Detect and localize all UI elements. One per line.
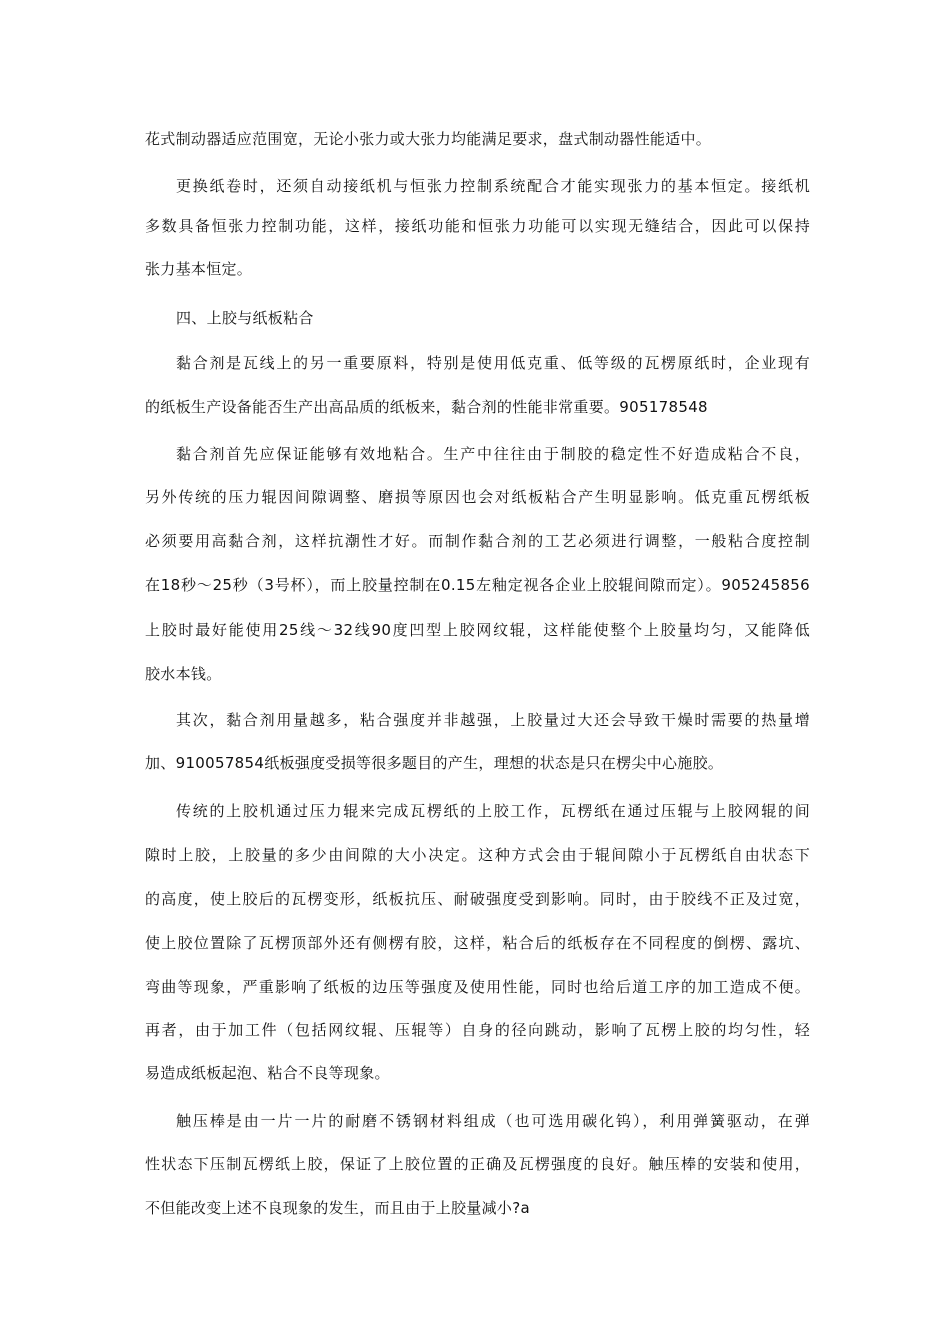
text-line: 张力基本恒定。 bbox=[145, 260, 253, 278]
section-heading: 四、上胶与纸板粘合 bbox=[176, 309, 314, 327]
text-line: 触压棒是由一片一片的耐磨不锈钢材料组成（也可选用碳化钨），利用弹簧驱动，在弹 bbox=[176, 1112, 810, 1130]
text-line: 胶水本钱。 bbox=[145, 665, 222, 683]
text-line: 必须要用高黏合剂，这样抗潮性才好。而制作黏合剂的工艺必须进行调整，一般粘合度控制 bbox=[145, 532, 810, 550]
text-line: 黏合剂首先应保证能够有效地粘合。生产中往往由于制胶的稳定性不好造成粘合不良， bbox=[176, 445, 810, 463]
text-line: 再者，由于加工件（包括网纹辊、压辊等）自身的径向跳动，影响了瓦楞上胶的均匀性，轻 bbox=[145, 1021, 810, 1039]
text-line: 加、910057854纸板强度受损等很多题目的产生，理想的状态是只在楞尖中心施胶。 bbox=[145, 754, 724, 772]
text-line: 传统的上胶机通过压力辊来完成瓦楞纸的上胶工作，瓦楞纸在通过压辊与上胶网辊的间 bbox=[176, 802, 810, 820]
text-line: 在18秒～25秒（3号杯），而上胶量控制在0.15左釉定视各企业上胶辊间隙而定）。905245856 bbox=[145, 576, 810, 594]
text-line: 隙时上胶，上胶量的多少由间隙的大小决定。这种方式会由于辊间隙小于瓦楞纸自由状态下 bbox=[145, 846, 810, 864]
text-line: 上胶时最好能使用25线～32线90度凹型上胶网纹辊，这样能使整个上胶量均匀，又能降低 bbox=[145, 621, 810, 639]
text-line: 的纸板生产设备能否生产出高品质的纸板来，黏合剂的性能非常重要。905178548 bbox=[145, 398, 708, 416]
text-line: 性状态下压制瓦楞纸上胶，保证了上胶位置的正确及瓦楞强度的良好。触压棒的安装和使用， bbox=[145, 1155, 810, 1173]
text-line: 使上胶位置除了瓦楞顶部外还有侧楞有胶，这样，粘合后的纸板存在不同程度的倒楞、露坑、 bbox=[145, 934, 810, 952]
text-line: 易造成纸板起泡、粘合不良等现象。 bbox=[145, 1064, 390, 1082]
text-line: 更换纸卷时，还须自动接纸机与恒张力控制系统配合才能实现张力的基本恒定。接纸机 bbox=[176, 177, 810, 195]
text-line: 黏合剂是瓦线上的另一重要原料，特别是使用低克重、低等级的瓦楞原纸时，企业现有 bbox=[176, 354, 810, 372]
text-line: 的高度，使上胶后的瓦楞变形，纸板抗压、耐破强度受到影响。同时，由于胶线不正及过宽， bbox=[145, 890, 810, 908]
text-line: 弯曲等现象，严重影响了纸板的边压等强度及使用性能，同时也给后道工序的加工造成不便。 bbox=[145, 978, 810, 996]
text-line: 多数具备恒张力控制功能，这样，接纸功能和恒张力功能可以实现无缝结合，因此可以保持 bbox=[145, 217, 810, 235]
text-line: 另外传统的压力辊因间隙调整、磨损等原因也会对纸板粘合产生明显影响。低克重瓦楞纸板 bbox=[145, 488, 810, 506]
text-line: 花式制动器适应范围宽，无论小张力或大张力均能满足要求，盘式制动器性能适中。 bbox=[145, 130, 712, 148]
text-line: 不但能改变上述不良现象的发生，而且由于上胶量减小?a bbox=[145, 1199, 530, 1217]
text-line: 其次，黏合剂用量越多，粘合强度并非越强，上胶量过大还会导致干燥时需要的热量增 bbox=[176, 711, 810, 729]
